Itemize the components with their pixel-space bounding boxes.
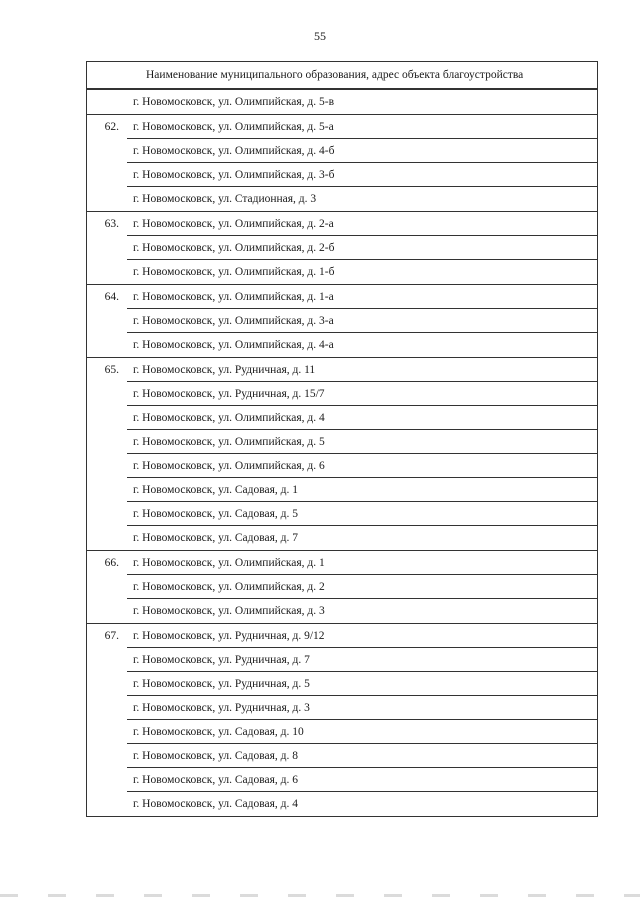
- table-header: Наименование муниципального образования, адрес объекта благоустройства: [87, 61, 597, 89]
- table-row: [87, 648, 597, 672]
- table-group: [87, 623, 597, 816]
- table-row: [87, 744, 597, 768]
- row-number: 66.: [104, 557, 119, 569]
- row-number: 67.: [104, 630, 119, 642]
- table-row: [87, 187, 597, 211]
- row-number: 63.: [104, 218, 119, 230]
- address-cell: г. Новомосковск, ул. Рудничная, д. 11: [127, 358, 597, 382]
- address-cell: г. Новомосковск, ул. Олимпийская, д. 3-а: [127, 309, 597, 333]
- row-number: 65.: [104, 364, 119, 376]
- row-number: 62.: [104, 121, 119, 133]
- table-row: [87, 406, 597, 430]
- table-group: [87, 550, 597, 623]
- address-cell: г. Новомосковск, ул. Садовая, д. 8: [127, 744, 597, 768]
- row-number: 64.: [104, 291, 119, 303]
- table-row: [87, 720, 597, 744]
- table-group: [87, 89, 597, 114]
- table-row: [87, 599, 597, 623]
- table-row: [87, 502, 597, 526]
- table-row: [87, 478, 597, 502]
- address-cell: г. Новомосковск, ул. Олимпийская, д. 6: [127, 454, 597, 478]
- address-cell: г. Новомосковск, ул. Садовая, д. 5: [127, 502, 597, 526]
- table-row: [87, 792, 597, 816]
- address-cell: г. Новомосковск, ул. Садовая, д. 10: [127, 720, 597, 744]
- table-row: [87, 285, 597, 309]
- table-row: [87, 333, 597, 357]
- address-cell: г. Новомосковск, ул. Олимпийская, д. 4-а: [133, 339, 334, 351]
- address-cell: г. Новомосковск, ул. Садовая, д. 1: [127, 478, 597, 502]
- table-row: [87, 260, 597, 284]
- table-row: [87, 696, 597, 720]
- address-cell: г. Новомосковск, ул. Стадионная, д. 3: [133, 193, 317, 205]
- address-cell: г. Новомосковск, ул. Олимпийская, д. 5-в: [133, 96, 335, 108]
- address-cell: г. Новомосковск, ул. Олимпийская, д. 1-б: [133, 266, 335, 278]
- table-group: [87, 114, 597, 211]
- address-cell: г. Новомосковск, ул. Садовая, д. 6: [127, 768, 597, 792]
- table-row: [87, 309, 597, 333]
- address-cell: г. Новомосковск, ул. Садовая, д. 7: [133, 532, 298, 544]
- table-group: [87, 357, 597, 550]
- table-row: [87, 382, 597, 406]
- table-row: [87, 624, 597, 648]
- address-cell: г. Новомосковск, ул. Олимпийская, д. 1-а: [127, 285, 597, 309]
- table-row: [87, 90, 597, 114]
- scan-artifact: [0, 894, 640, 897]
- address-cell: г. Новомосковск, ул. Рудничная, д. 5: [127, 672, 597, 696]
- address-table: [86, 61, 598, 817]
- table-group: [87, 284, 597, 357]
- table-row: [87, 575, 597, 599]
- address-cell: г. Новомосковск, ул. Олимпийская, д. 4: [127, 406, 597, 430]
- table-row: [87, 526, 597, 550]
- table-row: [87, 358, 597, 382]
- table-row: [87, 236, 597, 260]
- address-cell: г. Новомосковск, ул. Олимпийская, д. 4-б: [127, 139, 597, 163]
- address-cell: г. Новомосковск, ул. Олимпийская, д. 2: [127, 575, 597, 599]
- table-row: [87, 672, 597, 696]
- table-row: [87, 115, 597, 139]
- address-cell: г. Новомосковск, ул. Олимпийская, д. 1: [127, 551, 597, 575]
- address-cell: г. Новомосковск, ул. Садовая, д. 4: [133, 798, 298, 810]
- table-row: [87, 212, 597, 236]
- table-row: [87, 454, 597, 478]
- address-cell: г. Новомосковск, ул. Рудничная, д. 9/12: [127, 624, 597, 648]
- page-number: 55: [314, 29, 326, 43]
- address-cell: г. Новомосковск, ул. Рудничная, д. 7: [127, 648, 597, 672]
- table-row: [87, 163, 597, 187]
- table-group: [87, 211, 597, 284]
- address-cell: г. Новомосковск, ул. Олимпийская, д. 5-а: [127, 115, 597, 139]
- table-row: [87, 139, 597, 163]
- address-cell: г. Новомосковск, ул. Олимпийская, д. 3-б: [127, 163, 597, 187]
- table-row: [87, 768, 597, 792]
- address-cell: г. Новомосковск, ул. Рудничная, д. 3: [127, 696, 597, 720]
- table-row: [87, 430, 597, 454]
- address-cell: г. Новомосковск, ул. Олимпийская, д. 5: [127, 430, 597, 454]
- address-cell: г. Новомосковск, ул. Рудничная, д. 15/7: [127, 382, 597, 406]
- address-cell: г. Новомосковск, ул. Олимпийская, д. 2-б: [127, 236, 597, 260]
- table-row: [87, 551, 597, 575]
- address-cell: г. Новомосковск, ул. Олимпийская, д. 2-а: [127, 212, 597, 236]
- address-cell: г. Новомосковск, ул. Олимпийская, д. 3: [133, 605, 325, 617]
